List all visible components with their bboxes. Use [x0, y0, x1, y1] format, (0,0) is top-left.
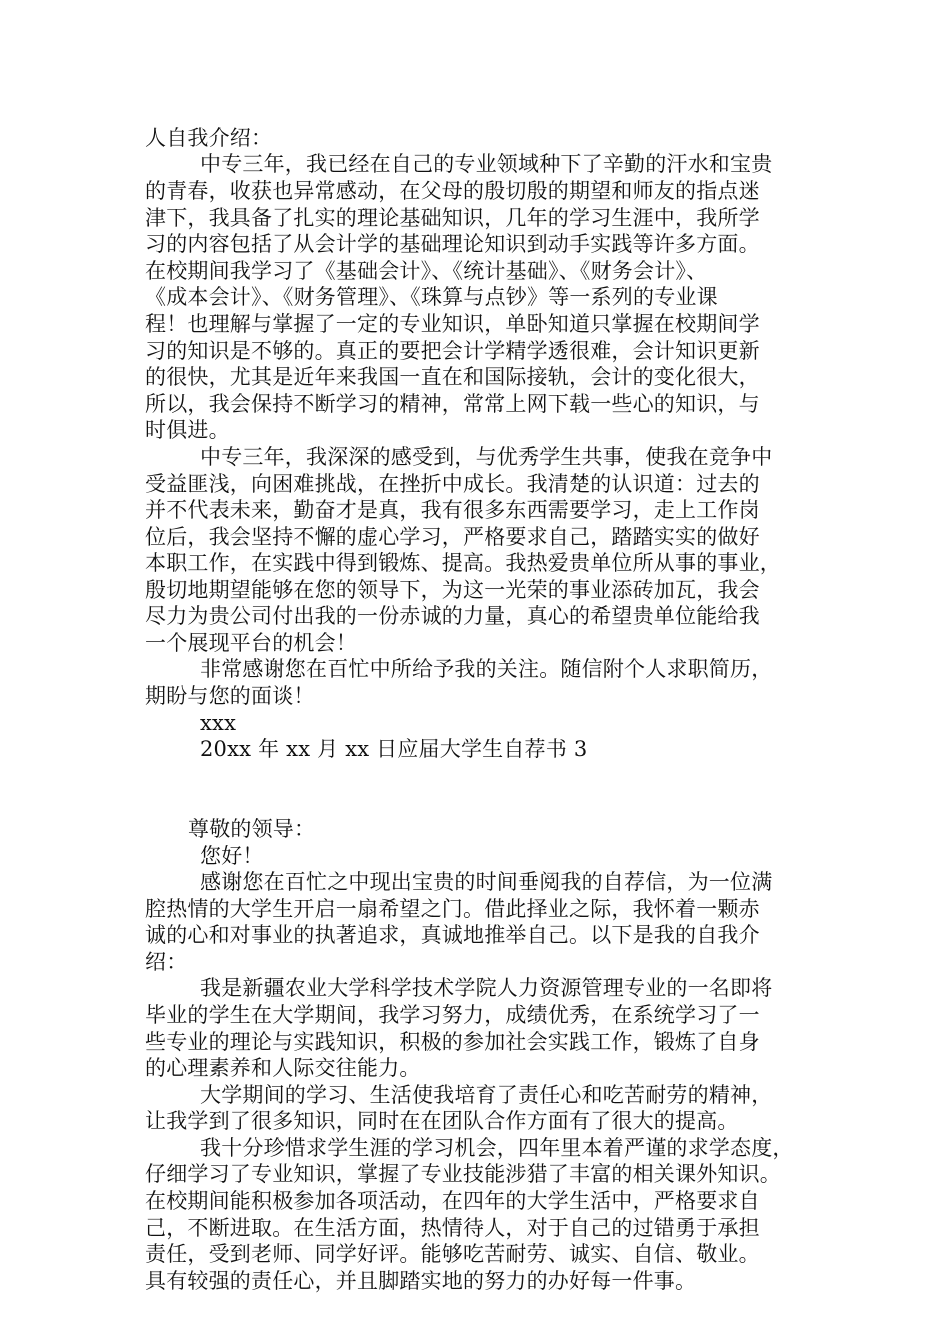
text-line: 些专业的理论与实践知识，积极的参加社会实践工作，锻炼了自身 — [145, 1030, 760, 1054]
text-line: 并不代表未来，勤奋才是真，我有很多东西需要学习，走上工作岗 — [145, 498, 760, 522]
text-line: 己，不断进取。在生活方面，热情待人，对于自己的过错勇于承担 — [145, 1216, 760, 1240]
text-line: 殷切地期望能够在您的领导下，为这一光荣的事业添砖加瓦，我会 — [145, 578, 760, 602]
text-line: 您好！ — [200, 844, 264, 868]
text-line: 津下，我具备了扎实的理论基础知识，几年的学习生涯中，我所学 — [145, 206, 760, 230]
text-line: 诚的心和对事业的执著追求，真诚地推举自己。以下是我的自我介 — [145, 923, 760, 947]
text-line: 的心理素养和人际交往能力。 — [145, 1056, 421, 1080]
text-line: 《成本会计》、《财务管理》、《珠算与点钞》等一系列的专业课 — [145, 285, 718, 309]
text-line: 习的内容包括了从会计学的基础理论知识到动手实践等许多方面。 — [145, 232, 760, 256]
text-line: 期盼与您的面谈！ — [145, 684, 315, 708]
text-line: 腔热情的大学生开启一扇希望之门。借此择业之际，我怀着一颗赤 — [145, 897, 760, 921]
text-line: 我十分珍惜求学生涯的学习机会，四年里本着严谨的求学态度， — [200, 1136, 794, 1160]
text-line: 大学期间的学习、生活使我培育了责任心和吃苦耐劳的精神， — [200, 1083, 773, 1107]
text-line: 尽力为贵公司付出我的一份赤诚的力量，真心的希望贵单位能给我 — [145, 604, 760, 628]
text-line: 本职工作，在实践中得到锻炼、提高。我热爱贵单位所从事的事业， — [145, 551, 781, 575]
text-line: xxx — [200, 711, 237, 735]
text-line: 20xx 年 xx 月 xx 日应届大学生自荐书 3 — [200, 737, 588, 761]
text-line: 在校期间我学习了《基础会计》、《统计基础》、《财务会计》、 — [145, 259, 708, 283]
text-line: 人自我介绍： — [145, 126, 273, 150]
text-line: 的很快，尤其是近年来我国一直在和国际接轨，会计的变化很大， — [145, 365, 760, 389]
text-line: 绍： — [145, 950, 188, 974]
text-line: 中专三年，我已经在自己的专业领域种下了辛勤的汗水和宝贵 — [200, 152, 773, 176]
text-line: 感谢您在百忙之中现出宝贵的时间垂阅我的自荐信，为一位满 — [200, 870, 773, 894]
text-line: 尊敬的领导： — [188, 817, 316, 841]
text-line: 一个展现平台的机会！ — [145, 631, 357, 655]
text-line: 中专三年，我深深的感受到，与优秀学生共事，使我在竞争中 — [200, 445, 773, 469]
text-line: 的青春，收获也异常感动，在父母的殷切殷的期望和师友的指点迷 — [145, 179, 760, 203]
text-line: 所以，我会保持不断学习的精神，常常上网下载一些心的知识，与 — [145, 392, 760, 416]
text-line: 责任，受到老师、同学好评。能够吃苦耐劳、诚实、自信、敬业。 — [145, 1242, 760, 1266]
text-line: 受益匪浅，向困难挑战，在挫折中成长。我清楚的认识道：过去的 — [145, 472, 760, 496]
text-line: 仔细学习了专业知识，掌握了专业技能涉猎了丰富的相关课外知识。 — [145, 1162, 781, 1186]
text-line: 毕业的学生在大学期间，我学习努力，成绩优秀，在系统学习了一 — [145, 1003, 760, 1027]
text-line: 程！也理解与掌握了一定的专业知识，单卧知道只掌握在校期间学 — [145, 312, 760, 336]
text-line: 在校期间能积极参加各项活动，在四年的大学生活中，严格要求自 — [145, 1189, 760, 1213]
text-line: 让我学到了很多知识，同时在在团队合作方面有了很大的提高。 — [145, 1109, 739, 1133]
text-line: 时俱进。 — [145, 418, 230, 442]
text-line: 具有较强的责任心，并且脚踏实地的努力的办好每一件事。 — [145, 1269, 697, 1293]
text-line: 我是新疆农业大学科学技术学院人力资源管理专业的一名即将 — [200, 976, 773, 1000]
text-line: 非常感谢您在百忙中所给予我的关注。随信附个人求职简历， — [200, 657, 773, 681]
text-line: 习的知识是不够的。真正的要把会计学精学透很难，会计知识更新 — [145, 339, 760, 363]
text-line: 位后，我会坚持不懈的虚心学习，严格要求自己，踏踏实实的做好 — [145, 525, 760, 549]
